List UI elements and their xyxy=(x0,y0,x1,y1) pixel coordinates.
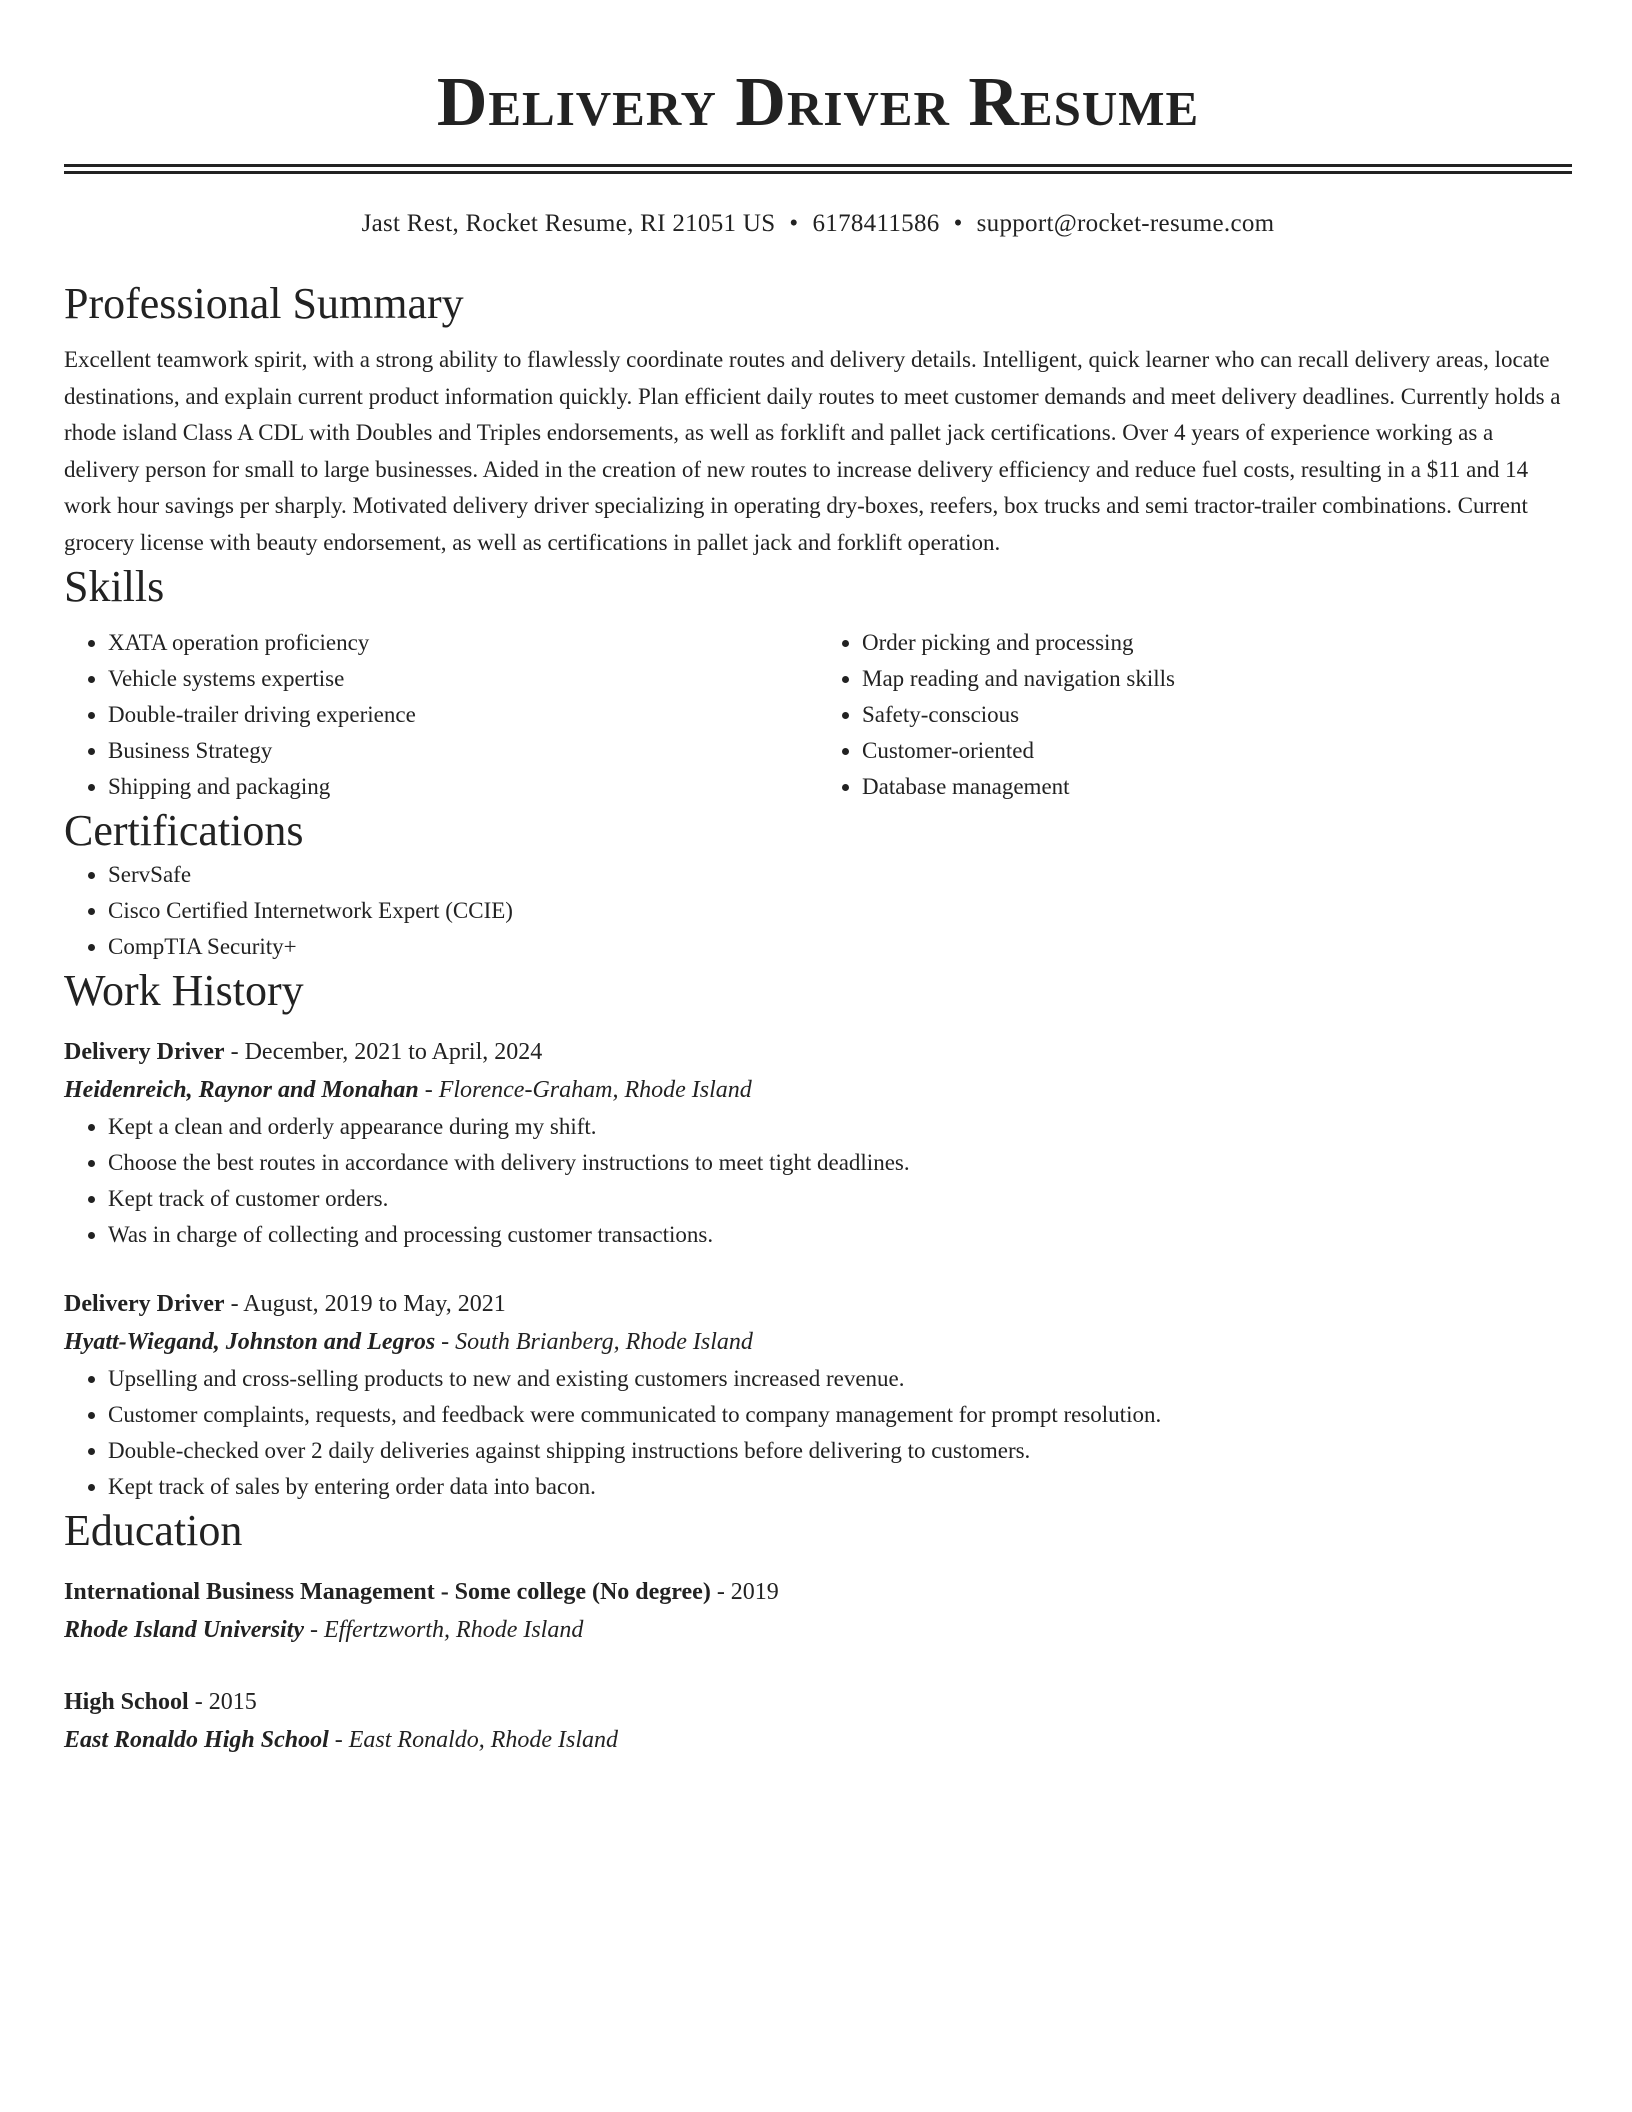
job-dates: - August, 2019 to May, 2021 xyxy=(224,1291,506,1317)
education-location: - Effertzworth, Rhode Island xyxy=(304,1617,584,1643)
job-company: Hyatt-Wiegand, Johnston and Legros xyxy=(64,1329,436,1355)
certifications-list xyxy=(64,857,1572,965)
job-company-line xyxy=(64,1323,1572,1361)
education-school-line xyxy=(64,1721,1572,1759)
education-degree-line xyxy=(64,1683,1572,1721)
skills-list-right xyxy=(818,625,1572,805)
job-duties-list xyxy=(64,1361,1572,1505)
job-duty-item: • Double-checked over 2 daily deliveries against shipping instructions before delivering to customers. xyxy=(108,1433,1572,1469)
contact-separator: • xyxy=(953,210,963,237)
job-duties-list xyxy=(64,1109,1572,1253)
contact-address: Jast Rest, Rocket Resume, RI 21051 US xyxy=(361,210,776,237)
job-title-line xyxy=(64,1285,1572,1323)
job-duty-item: • Was in charge of collecting and processing customer transactions. xyxy=(108,1217,1572,1253)
education-entry xyxy=(64,1573,1572,1649)
skill-item: • Map reading and navigation skills xyxy=(862,661,1572,697)
job-duty-item: • Kept track of customer orders. xyxy=(108,1181,1572,1217)
resume-title: Delivery Driver Resume xyxy=(436,64,1200,141)
job-location: - Florence-Graham, Rhode Island xyxy=(418,1077,752,1103)
education-degree: High School xyxy=(64,1689,189,1715)
summary-text: Excellent teamwork spirit, with a strong ability to flawlessly coordinate routes and delivery details. Intelligent, quick learner who can recall delivery areas, locate destinations, and explain current product information quickly. Plan efficient daily routes to meet customer demands and meet delivery deadlines. Currently holds a rhode island Class A CDL with Doubles and Triples endorsements, as well as forklift and pallet jack certifications. Over 4 years of experience working as a delivery person for small to large businesses. Aided in the creation of new routes to increase delivery efficiency and reduce fuel costs, resulting in a $11 and 14 work hour savings per sharply. Motivated delivery driver specializing in operating dry-boxes, reefers, box trucks and semi tractor-trailer combinations. Current grocery license with beauty endorsement, as well as certifications in pallet jack and forklift operation. xyxy=(64,347,1561,555)
resume-page xyxy=(64,0,1572,1759)
skill-item: • Vehicle systems expertise xyxy=(108,661,818,697)
job-company: Heidenreich, Raynor and Monahan xyxy=(64,1077,419,1103)
certification-item: • ServSafe xyxy=(108,857,1572,893)
education-entry xyxy=(64,1683,1572,1759)
job-entry xyxy=(64,1033,1572,1253)
skills-heading: Skills xyxy=(64,562,165,611)
education-school-line xyxy=(64,1611,1572,1649)
skill-item: • Business Strategy xyxy=(108,733,818,769)
job-duty-item: • Kept track of sales by entering order data into bacon. xyxy=(108,1469,1572,1505)
work-history-heading: Work History xyxy=(64,966,304,1015)
skill-item: • Order picking and processing xyxy=(862,625,1572,661)
skill-item: • Shipping and packaging xyxy=(108,769,818,805)
job-title: Delivery Driver xyxy=(64,1291,225,1317)
job-duty-item: • Kept a clean and orderly appearance during my shift. xyxy=(108,1109,1572,1145)
contact-separator: • xyxy=(789,210,799,237)
contact-phone: 6178411586 xyxy=(812,210,940,237)
job-duty-item: • Customer complaints, requests, and feedback were communicated to company management for prompt resolution. xyxy=(108,1397,1572,1433)
job-duty-item: • Upselling and cross-selling products to new and existing customers increased revenue. xyxy=(108,1361,1572,1397)
skills-list-left xyxy=(64,625,818,805)
job-duty-item: • Choose the best routes in accordance with delivery instructions to meet tight deadlines. xyxy=(108,1145,1572,1181)
education-school: Rhode Island University xyxy=(64,1617,305,1643)
education-year: - 2015 xyxy=(188,1689,257,1715)
job-company-line xyxy=(64,1071,1572,1109)
education-year: - 2019 xyxy=(710,1579,779,1605)
education-heading: Education xyxy=(64,1506,243,1555)
summary-heading: Professional Summary xyxy=(64,279,464,328)
job-dates: - December, 2021 to April, 2024 xyxy=(224,1039,543,1065)
skill-item: • Customer-oriented xyxy=(862,733,1572,769)
skill-item: • Database management xyxy=(862,769,1572,805)
education-degree: International Business Management - Some college (No degree) xyxy=(64,1579,711,1605)
certification-item: • CompTIA Security+ xyxy=(108,929,1572,965)
education-location: - East Ronaldo, Rhode Island xyxy=(328,1727,619,1753)
job-entry xyxy=(64,1285,1572,1505)
contact-line xyxy=(64,208,1572,240)
education-school: East Ronaldo High School xyxy=(64,1727,329,1753)
title-divider xyxy=(64,164,1572,174)
certification-item: • Cisco Certified Internetwork Expert (CCIE) xyxy=(108,893,1572,929)
skill-item: • Double-trailer driving experience xyxy=(108,697,818,733)
education-degree-line xyxy=(64,1573,1572,1611)
skill-item: • Safety-conscious xyxy=(862,697,1572,733)
job-title-line xyxy=(64,1033,1572,1071)
job-title: Delivery Driver xyxy=(64,1039,225,1065)
skills-columns xyxy=(64,625,1572,805)
contact-email: support@rocket-resume.com xyxy=(976,210,1275,237)
job-location: - South Brianberg, Rhode Island xyxy=(435,1329,753,1355)
certifications-heading: Certifications xyxy=(64,806,304,855)
skill-item: • XATA operation proficiency xyxy=(108,625,818,661)
